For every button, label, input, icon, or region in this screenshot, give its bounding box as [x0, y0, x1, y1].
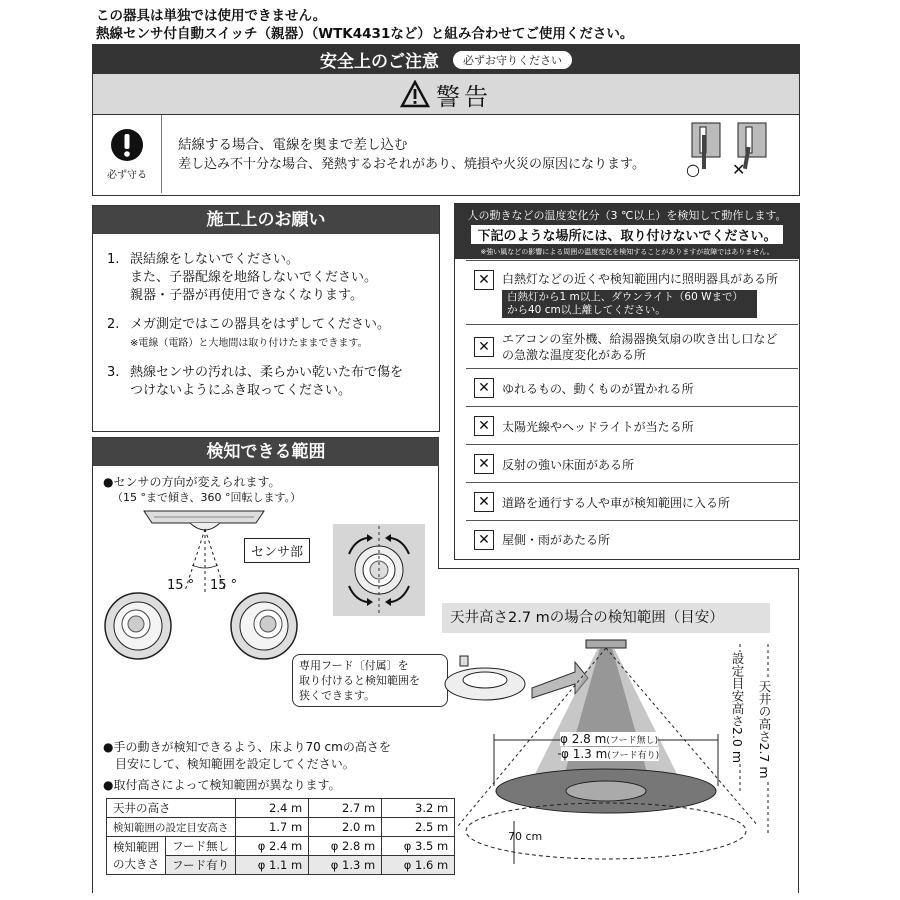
must-icon-cell: [93, 115, 162, 193]
item-number: 2.: [107, 317, 120, 332]
hood-note-box: [292, 654, 448, 707]
table-cell: 2.7 m: [309, 799, 382, 818]
table-row: [107, 837, 455, 856]
table-cell: φ 2.8 m: [309, 837, 382, 856]
bullet-hand-motion: [103, 739, 391, 773]
table-sublabel: フード無し: [166, 837, 236, 856]
table-cell: 2.4 m: [236, 799, 309, 818]
header-line-1: この器具は単独では使用できません。: [96, 8, 327, 24]
warning-triangle-icon: [400, 80, 430, 108]
item-line: 親器・子器が再使用できなくなります。: [130, 288, 363, 303]
prohibit-icon: ✕: [474, 454, 494, 474]
sensor-rotation-figure: [333, 524, 425, 616]
place-sub-line: 白熱灯から1 m以上、ダウンライト（60 Wまで）: [507, 291, 744, 303]
item-line: 誤結線をしないでください。: [130, 252, 300, 267]
hood-note-line: 専用フード〔付属〕を: [299, 659, 409, 672]
table-cell: φ 1.1 m: [236, 856, 309, 875]
ceiling-height-label: 天井の高さ2.7 m: [757, 680, 772, 779]
item-note: ※電線（電路）と大地間は取り付けたままできます。: [130, 338, 368, 349]
table-row: [107, 799, 455, 818]
place-row: [466, 482, 798, 521]
item-number: 3.: [107, 365, 120, 380]
ng-mark: ✕: [732, 160, 746, 179]
place-text: 白熱灯などの近くや検知範囲内に照明器具がある所: [502, 272, 779, 286]
warning-label: 警告: [436, 82, 492, 111]
table-cell: 1.7 m: [236, 818, 309, 837]
header-line-2: 熱線センサ付自動スイッチ（親器）（WTK4431など）と組み合わせてご使用ください。: [96, 26, 634, 42]
prohibit-icon: ✕: [474, 530, 494, 550]
safety-main-text: 結線する場合、電線を奥まで差し込む: [178, 137, 408, 153]
safety-sub-text: 差し込み不十分な場合、発熱するおそれがあり、焼損や火災の原因になります。: [178, 157, 645, 172]
dia-hood: [561, 747, 659, 761]
set-height-label: 設定目安高さ2.0 m: [730, 652, 745, 764]
prohibit-icon: ✕: [474, 337, 494, 357]
places-header: [455, 204, 799, 259]
bullet-sensor-direction: ●センサの方向が変えられます。: [103, 475, 281, 489]
item-number: 1.: [107, 252, 120, 267]
place-text: 反射の強い床面がある所: [502, 457, 635, 472]
dia-no-hood: [560, 732, 658, 746]
dia-no-hood-label: (フード無し): [606, 736, 659, 746]
place-text: ゆれるもの、動くものが置かれる所: [502, 381, 694, 396]
place-text: 太陽光線やヘッドライトが当たる所: [502, 419, 694, 434]
prohibit-icon: ✕: [474, 378, 494, 398]
sensor-label: センサ部: [244, 538, 310, 563]
place-text: 道路を通行する人や車が検知範囲に入る所: [502, 495, 731, 510]
item-line: メガ測定ではこの器具をはずしてください。: [130, 317, 391, 332]
size-label-line: 検知範囲: [113, 839, 159, 854]
bullet-line: ●手の動きが検知できるよう、床より70 cmの高さを: [103, 740, 391, 754]
detection-title: 検知できる範囲: [93, 438, 439, 466]
construction-title: 施工上のお願い: [93, 206, 439, 234]
safety-title-bar: [93, 45, 799, 74]
safety-title: 安全上のご注意: [320, 52, 439, 72]
floor-offset-label: 70 cm: [508, 830, 543, 843]
bullet-line: 目安にして、検知範囲を設定してください。: [115, 757, 355, 771]
prohibit-icon: ✕: [474, 416, 494, 436]
diagram-title: 天井高さ2.7 mの場合の検知範囲（目安）: [442, 603, 770, 633]
spec-table: [106, 798, 455, 875]
must-label: 必ず守る: [107, 169, 147, 181]
place-sub-line: から40 cm以上離してください。: [507, 304, 666, 316]
place-row: [466, 368, 798, 407]
place-row: [466, 324, 798, 369]
table-cell: 3.2 m: [382, 799, 455, 818]
construction-item-2-text: [130, 316, 390, 353]
table-cell: φ 2.4 m: [236, 837, 309, 856]
item-line: 熱線センサの汚れは、柔らかい乾いた布で傷を: [130, 365, 404, 380]
sensor-front-figures: [102, 590, 302, 664]
dia-hood-label: (フード有り): [607, 751, 660, 761]
table-label: [107, 837, 166, 875]
places-head-1: 人の動きなどの温度変化分（3 ℃以上）を検知して動作します。: [467, 209, 787, 222]
places-head-3: ※強い風などの影響による周囲の温度変化を検知することがありますが故障ではありません。: [480, 248, 774, 256]
table-cell: φ 1.3 m: [309, 856, 382, 875]
construction-item-1-text: [130, 251, 377, 305]
place-text: エアコンの室外機、給湯器換気扇の吹き出し口などの急激な温度変化がある所: [502, 332, 778, 362]
bullet-sensor-direction-sub: （15 °まで傾き、360 °回転します。）: [112, 491, 302, 504]
exclamation-icon: [110, 128, 144, 162]
place-row: [466, 520, 798, 558]
table-cell: φ 1.6 m: [382, 856, 455, 875]
ok-mark: ○: [686, 160, 700, 179]
warning-bar: [93, 74, 799, 115]
prohibit-icon: ✕: [474, 492, 494, 512]
place-row: [466, 260, 798, 325]
table-label: 検知範囲の設定目安高さ: [107, 818, 236, 837]
place-row: [466, 406, 798, 445]
place-text: 屋側・雨があたる所: [502, 533, 611, 547]
dia-hood-value: φ 1.3 m: [561, 747, 608, 761]
place-sub-box: [502, 290, 757, 318]
construction-item-1: [107, 251, 119, 269]
hood-note-line: 狭くできます。: [299, 689, 376, 702]
table-label: 天井の高さ: [107, 799, 236, 818]
angle-left-label: 15 °: [167, 578, 195, 593]
table-cell: 2.5 m: [382, 818, 455, 837]
size-label-line: の大きさ: [113, 856, 159, 871]
table-sublabel: フード有り: [166, 856, 236, 875]
prohibit-icon: ✕: [474, 270, 494, 290]
angle-right-label: 15 °: [210, 578, 238, 593]
table-cell: 2.0 m: [309, 818, 382, 837]
construction-item-2: [107, 316, 119, 334]
bullet-mount-height: ●取付高さによって検知範囲が異なります。: [103, 778, 341, 792]
construction-item-3: [107, 364, 119, 382]
hood-note-line: 取り付けると検知範囲を: [299, 674, 420, 687]
item-line: また、子器配線を地絡しないでください。: [130, 270, 378, 285]
places-head-2: 下記のような場所には、取り付けないでください。: [471, 225, 782, 244]
safety-badge: 必ずお守りください: [453, 51, 572, 69]
construction-item-3-text: [130, 364, 403, 400]
place-row: [466, 444, 798, 483]
table-row: [107, 818, 455, 837]
dia-no-hood-value: φ 2.8 m: [560, 732, 607, 746]
item-line: つけないようにふき取ってください。: [130, 383, 352, 398]
table-cell: φ 3.5 m: [382, 837, 455, 856]
